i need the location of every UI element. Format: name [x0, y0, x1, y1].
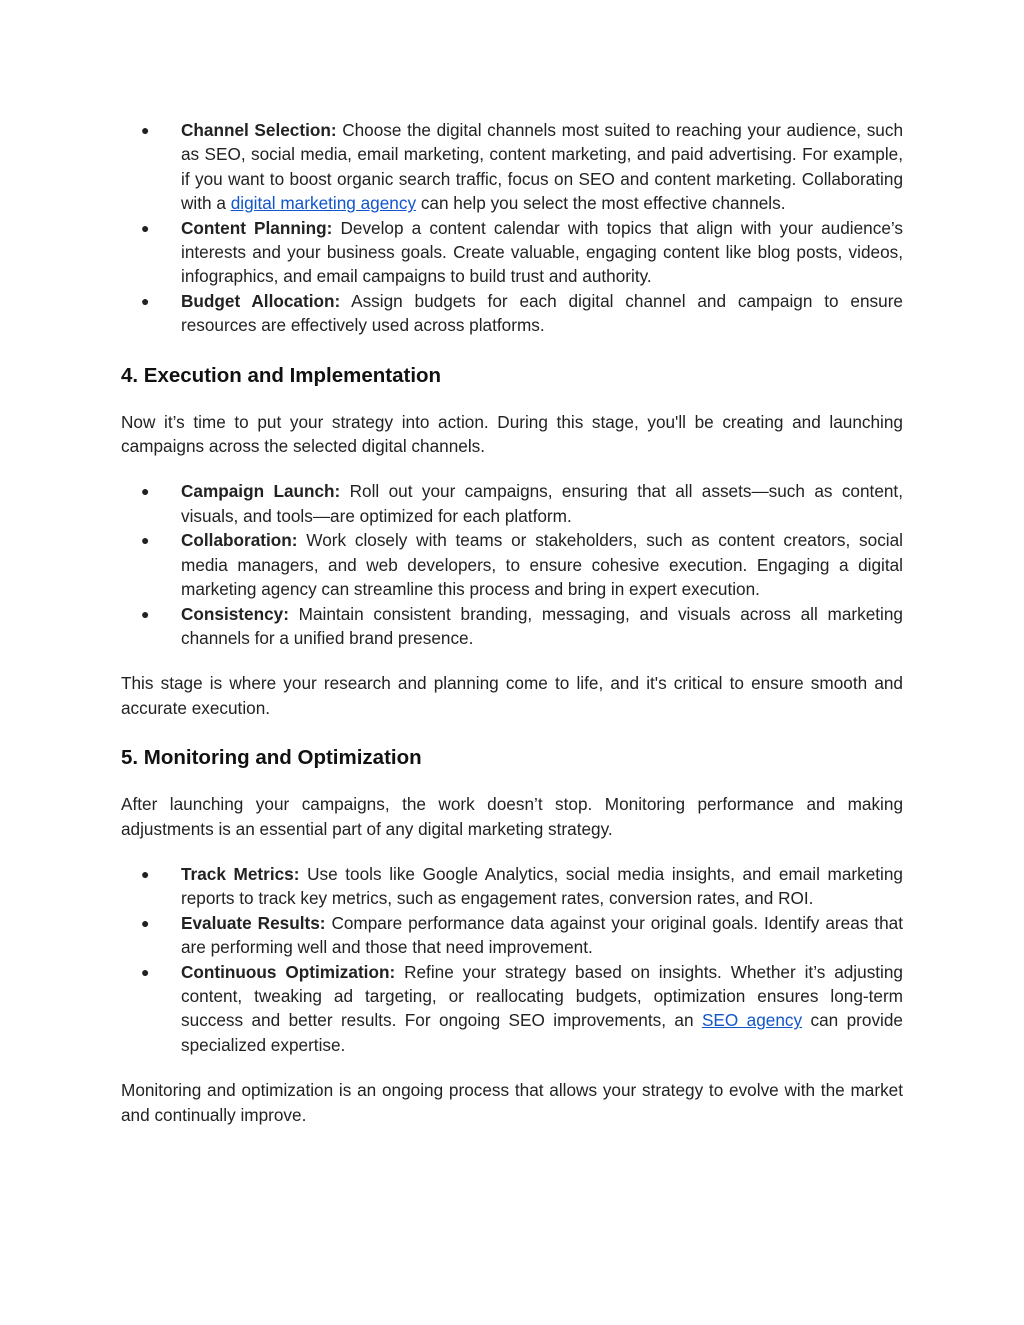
list-item	[121, 479, 903, 528]
section4-heading: 4. Execution and Implementation	[121, 363, 442, 387]
bullet-term: Collaboration:	[181, 530, 298, 551]
document-page	[121, 118, 903, 1127]
section3-bullet-list	[121, 118, 903, 338]
bullet-icon: ●	[141, 292, 150, 309]
bullet-text: Choose the digital channels most suited to reaching your audience, such as SEO, social media, email marketing, content marketing, and paid advertising. For example, if you want to boost organic search traffic, focus on SEO and content marketing. Collaborating with a	[181, 120, 903, 214]
bullet-text: Develop a content calendar with topics that align with your audience’s interests and your business goals. Create valuable, engaging content like blog posts, videos, infographics, and email campaigns to build trust and authority.	[181, 217, 903, 287]
bullet-icon: ●	[141, 219, 150, 236]
bullet-term: Campaign Launch:	[181, 481, 341, 502]
digital-marketing-agency-link[interactable]: digital marketing agency	[230, 193, 417, 214]
section5-heading: 5. Monitoring and Optimization	[121, 746, 422, 770]
list-item	[121, 289, 903, 338]
bullet-text-end: can help you select the most effective channels.	[416, 193, 786, 214]
section4-intro: Now it’s time to put your strategy into action. During this stage, you'll be creating and launching campaigns across the selected digital channels.	[121, 411, 903, 457]
bullet-term: Content Planning:	[181, 217, 333, 238]
list-item	[121, 602, 903, 651]
bullet-icon: ●	[141, 914, 150, 931]
bullet-icon: ●	[141, 122, 150, 138]
bullet-text: Roll out your campaigns, ensuring that all assets—such as content, visuals, and tools—are optimized for each platform.	[181, 481, 903, 526]
bullet-icon: ●	[141, 483, 150, 500]
list-item	[121, 216, 903, 289]
bullet-icon: ●	[141, 532, 150, 549]
bullet-icon: ●	[141, 963, 150, 980]
bullet-term: Evaluate Results:	[181, 912, 326, 933]
bullet-text: Compare performance data against your original goals. Identify areas that are performing well and those that need improvement.	[181, 912, 903, 958]
bullet-text-end: can provide specialized expertise.	[181, 1010, 903, 1055]
bullet-text: Work closely with teams or stakeholders, such as content creators, social media managers, and web developers, to ensure cohesive execution. Engaging a digital marketing agency can streamline this process and bring in expert execution.	[181, 530, 903, 600]
bullet-text: Use tools like Google Analytics, social media insights, and email marketing reports to track key metrics, such as engagement rates, conversion rates, and ROI.	[181, 863, 903, 909]
bullet-term: Continuous Optimization:	[181, 961, 396, 982]
list-item	[121, 118, 903, 216]
bullet-term: Budget Allocation:	[181, 290, 341, 311]
bullet-term: Track Metrics:	[181, 863, 300, 884]
section5-outro: Monitoring and optimization is an ongoing process that allows your strategy to evolve with the market and continually improve.	[121, 1080, 903, 1125]
list-item	[121, 911, 903, 960]
list-item	[121, 960, 903, 1058]
bullet-term: Channel Selection:	[181, 120, 337, 140]
bullet-term: Consistency:	[181, 603, 289, 624]
section4-bullet-list	[121, 479, 903, 650]
bullet-text: Maintain consistent branding, messaging, and visuals across all marketing channels for a unified brand presence.	[181, 603, 903, 648]
bullet-text: Assign budgets for each digital channel and campaign to ensure resources are effectively used across platforms.	[181, 290, 903, 336]
list-item	[121, 862, 903, 911]
section5-intro: After launching your campaigns, the work doesn’t stop. Monitoring performance and making adjustments is an essential part of any digital marketing strategy.	[121, 794, 903, 839]
section5-bullet-list	[121, 862, 903, 1057]
section4-outro: This stage is where your research and planning come to life, and it's critical to ensure smooth and accurate execution.	[121, 673, 903, 718]
seo-agency-link[interactable]: SEO agency	[701, 1010, 803, 1031]
bullet-text: Refine your strategy based on insights. Whether it’s adjusting content, tweaking ad targeting, or reallocating budgets, optimization ensures long-term success and better results. For ongoing SEO improvements, an	[181, 961, 903, 1031]
bullet-icon: ●	[141, 865, 150, 882]
list-item	[121, 528, 903, 601]
bullet-icon: ●	[141, 605, 150, 622]
